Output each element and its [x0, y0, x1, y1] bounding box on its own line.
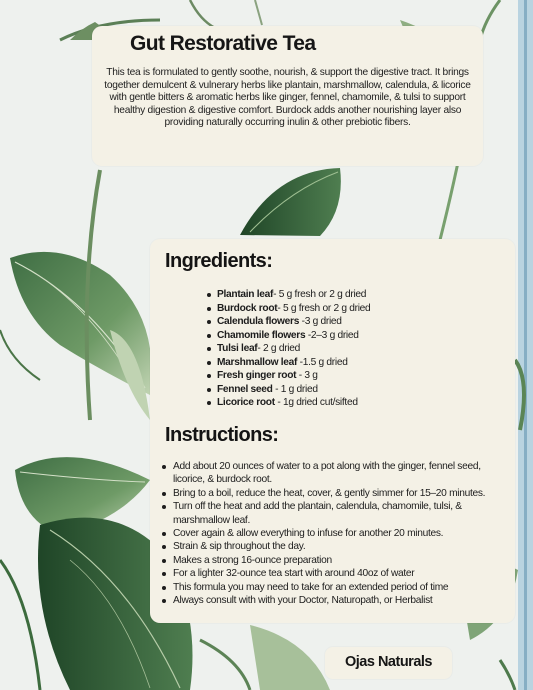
ingredient-item: [204, 383, 504, 397]
ingredient-name: Fresh ginger root: [217, 370, 297, 382]
ingredient-name: Burdock root: [217, 302, 278, 314]
ingredient-name: Tulsi leaf: [217, 343, 258, 355]
ingredient-name: Plantain leaf: [217, 289, 274, 300]
ingredient-name: Licorice root: [217, 397, 275, 409]
instruction-item: Turn off the heat and add the plantain, calendula, chamomile, tulsi, & marshmallow leaf.: [158, 500, 510, 527]
ingredient-amount: - 5 g fresh or 2 g dried: [273, 289, 367, 300]
ingredients-heading: Ingredients:: [165, 250, 273, 272]
instruction-item: Strain & sip throughout the day.: [158, 540, 510, 553]
instruction-item: Bring to a boil, reduce the heat, cover, & gently simmer for 15–20 minutes.: [158, 487, 510, 500]
recipe-title: Gut Restorative Tea: [130, 32, 316, 55]
ingredient-name: Calendula flowers: [217, 316, 300, 328]
instruction-item: For a lighter 32-ounce tea start with around 40oz of water: [158, 567, 510, 580]
ingredient-name: Fennel seed: [217, 383, 273, 395]
instruction-item: Always consult with with your Doctor, Naturopath, or Herbalist: [158, 594, 510, 607]
instruction-item: Makes a strong 16-ounce preparation: [158, 554, 510, 567]
ingredient-item: [204, 329, 504, 343]
intro-card: [92, 26, 483, 166]
ingredient-name: Chamomile flowers: [217, 329, 306, 341]
ingredient-item: [204, 315, 504, 329]
ingredient-item: [204, 396, 504, 410]
ingredient-amount: - 3 g: [296, 370, 318, 382]
ingredient-amount: -3 g dried: [299, 316, 342, 328]
ingredient-item: [204, 356, 504, 370]
ingredient-amount: -1.5 g dried: [297, 356, 348, 368]
ingredient-amount: -2–3 g dried: [305, 329, 359, 341]
ingredient-item: [204, 342, 504, 356]
brand-name: Ojas Naturals: [345, 654, 432, 670]
recipe-card: [150, 239, 515, 623]
instruction-item: Add about 20 ounces of water to a pot along with the ginger, fennel seed, licorice, & burdock root.: [158, 460, 510, 487]
ingredient-amount: - 1g dried cut/sifted: [274, 397, 358, 409]
brand-badge: [325, 647, 452, 679]
ingredient-item: [204, 288, 504, 302]
ingredient-amount: - 2 g dried: [257, 343, 300, 355]
ingredient-name: Marshmallow leaf: [217, 356, 298, 368]
ingredient-item: [204, 369, 504, 383]
ingredient-item: [204, 302, 504, 316]
instruction-item: This formula you may need to take for an extended period of time: [158, 581, 510, 594]
instructions-heading: Instructions:: [165, 424, 279, 446]
recipe-description: This tea is formulated to gently soothe, nourish, & support the digestive tract. It brings together demulcent & vulnerary herbs like plantain, marshmallow, calendula, & licorice with gentle bitters & aromatic herbs like ginger, fennel, chamomile, & tulsi to support healthy digestion & digestive comfort. Burdock adds another nourishing layer also providing naturally occurring inulin & other prebiotic fibers.: [104, 67, 471, 129]
instructions-list: [158, 460, 510, 607]
ingredient-amount: - 5 g fresh or 2 g dried: [277, 302, 371, 314]
instruction-item: Cover again & allow everything to infuse for another 20 minutes.: [158, 527, 510, 540]
ingredients-list: [204, 288, 504, 410]
ingredient-amount: - 1 g dried: [272, 383, 318, 395]
